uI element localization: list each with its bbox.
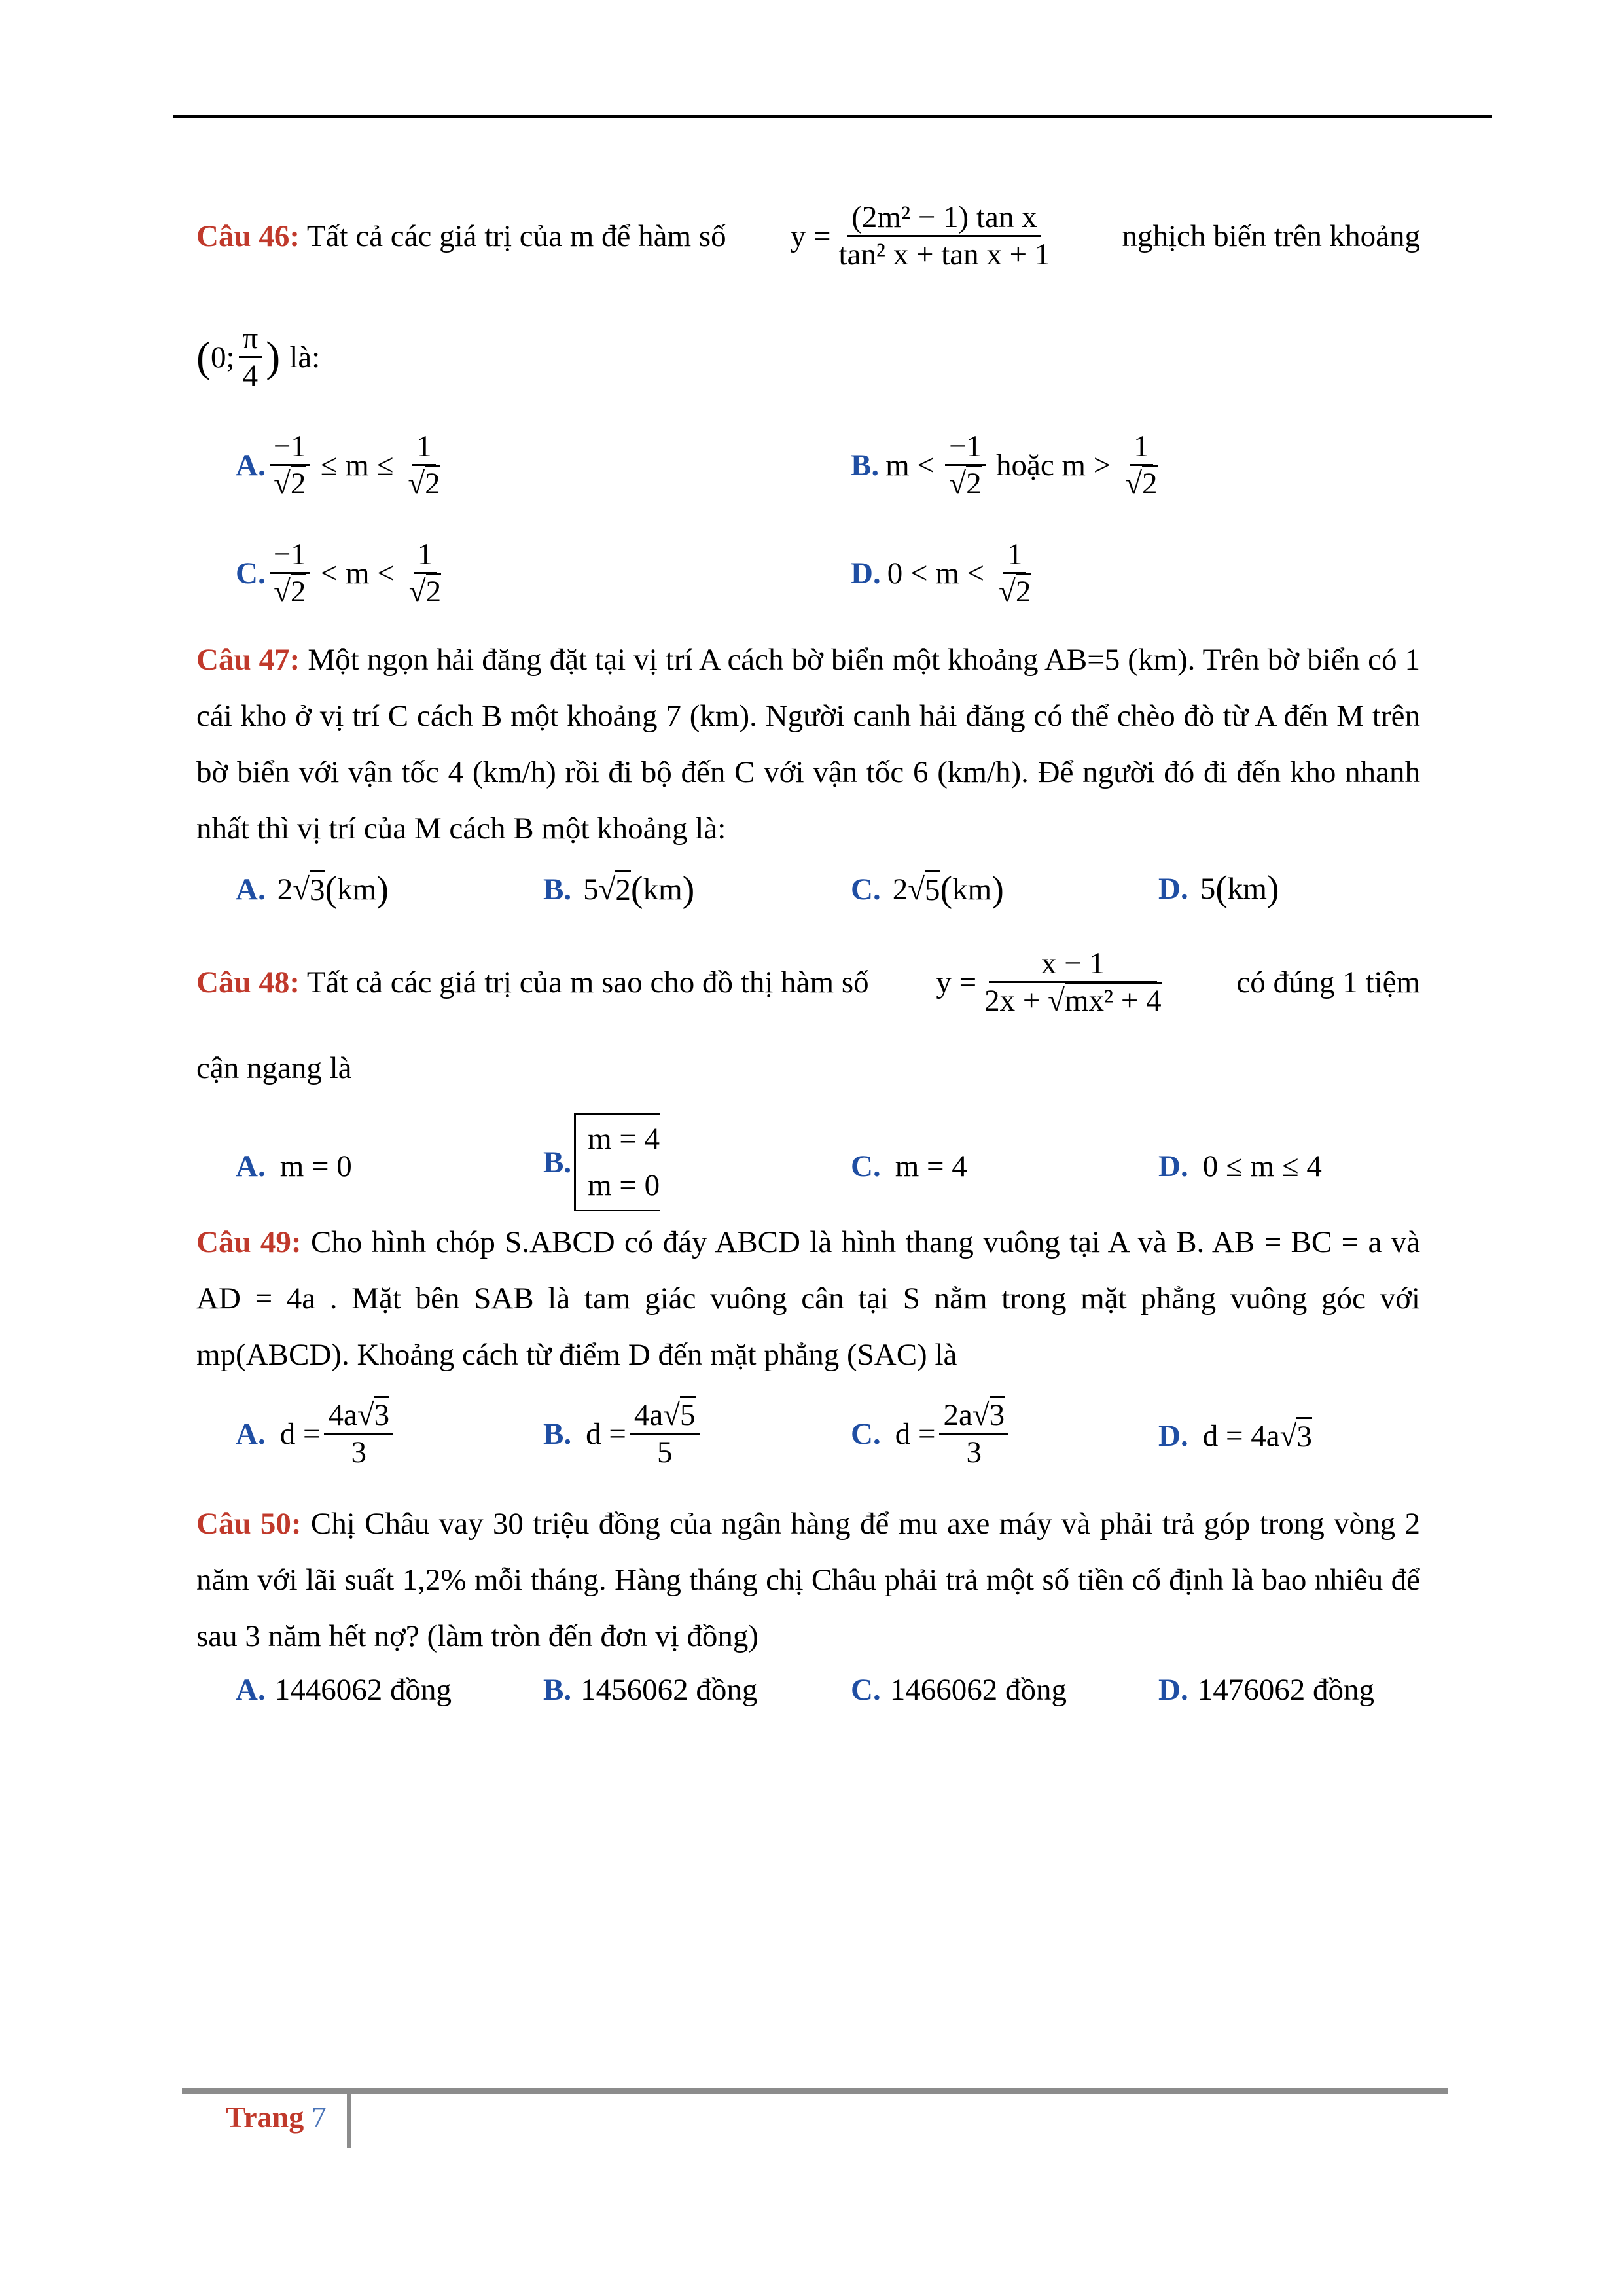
num-a: 4a [633,1398,664,1432]
fraction [270,429,310,501]
footer-rule [182,2088,1448,2094]
option-text: m = 4 [895,1149,967,1183]
four-denominator: 4 [242,359,259,393]
question-46-y: y = [790,219,831,253]
question-46-text: Tất cả các giá trị của m để hàm số [306,219,726,253]
option-label: D. [1158,1673,1188,1707]
option-label: D. [1158,1149,1188,1183]
coef: 5 [1200,872,1216,906]
option-50-c[interactable] [851,1672,1067,1708]
den: 3 [351,1435,367,1470]
question-46-numerator: (2m² − 1) tan x [847,200,1041,237]
header-rule [173,115,1492,118]
question-48-numerator: x − 1 [989,946,1157,983]
relation: < m < [320,556,395,590]
option-bracket [574,1113,660,1211]
rad: 2 [425,465,440,501]
option-47-c[interactable]: C. 2 √ 5 ( km ) [851,869,1004,910]
option-46-c[interactable] [236,537,449,609]
option-text: 1456062 đồng [580,1673,758,1707]
option-46-a[interactable] [236,429,448,501]
page-number [226,2100,327,2134]
option-47-a[interactable]: A. 2 √ 3 ( km ) [236,869,389,910]
pre: d = 4a [1202,1418,1280,1453]
num: 1 [412,429,436,466]
option-49-a[interactable] [236,1397,397,1470]
option-text: 1476062 đồng [1197,1673,1374,1707]
num-a: 2a [943,1398,972,1432]
option-label: C. [236,556,266,590]
sqrt-sign: √ [598,872,616,906]
question-49-label: Câu 49: [196,1225,302,1259]
option-46-b[interactable] [851,429,1166,501]
den: √2 [1121,466,1161,501]
option-label: C. [851,872,881,906]
question-50-label: Câu 50: [196,1507,302,1541]
option-49-d[interactable]: D. d = 4a √ 3 [1158,1417,1312,1454]
question-47 [196,632,1420,857]
unit: km [337,872,377,906]
option-text: m = 0 [279,1149,352,1183]
question-48-y: y = [936,965,977,999]
option-text: 1466062 đồng [889,1673,1067,1707]
pi-numerator: π [239,321,262,358]
option-label: C. [851,1673,881,1707]
option-49-b[interactable] [543,1397,704,1470]
pre: d = [279,1416,321,1451]
question-46-line2: ( 0; $\frac{\pi}{4}$ ) là: [196,321,321,393]
option-label: B. [543,872,572,906]
rad: 2 [1016,573,1031,609]
question-50-text: Chị Châu vay 30 triệu đồng của ngân hàng để mu axe máy và phải trả góp trong vòng 2 năm với lãi suất 1,2% mỗi tháng. Hàng tháng chị Châu phải trả một số tiền cố định là bao nhiêu để sau 3 năm hết nợ? (làm tròn đến đơn vị đồng) [196,1507,1421,1653]
option-label: A. [236,872,266,906]
pre: d = [895,1416,936,1451]
sqrt-sign: √ [293,872,310,906]
num: 4a√3 [324,1397,393,1435]
num-rad: 3 [374,1396,390,1432]
unit: km [1227,872,1267,906]
option-label: A. [236,1149,266,1183]
question-46-label: Câu 46: [196,219,300,253]
rad: 3 [1296,1417,1312,1454]
option-text: 1446062 đồng [274,1673,452,1707]
option-48-c[interactable] [851,1149,967,1184]
den: √2 [270,574,310,609]
num: 1 [1130,429,1153,466]
relation: hoặc m > [995,448,1111,482]
coef: 2 [277,872,293,906]
den: √2 [270,466,310,501]
interval-open: 0; [210,340,235,374]
den: √2 [404,466,444,501]
question-48-text: Tất cả các giá trị của m sao cho đồ thị hàm số [306,965,869,999]
coef: 2 [892,872,908,906]
question-48-denominator: 2x + √mx² + 4 [980,983,1165,1018]
question-46-denominator: tan² x + tan x + 1 [838,238,1050,272]
coef: 5 [583,872,599,906]
den: 5 [656,1435,673,1470]
question-46-tail: là: [289,340,321,374]
option-label: A. [236,1416,266,1451]
num-rad: 3 [990,1396,1005,1432]
unit: km [952,872,992,906]
page-value: 7 [311,2100,327,2134]
den: √2 [995,574,1035,609]
den: 3 [966,1435,982,1470]
question-47-text: Một ngọn hải đăng đặt tại vị trí A cách bờ biển một khoảng AB=5 (km). Trên bờ biển có 1 cái kho ở vị trí C cách B một khoảng 7 (km). Người canh hải đăng có thể chèo đò từ A đến M trên bờ biển với vận tốc 4 (km/h) rồi đi bộ đến C với vận tốc 6 (km/h). Để người đó đi đến kho nhanh nhất thì vị trí của M cách B một khoảng là: [196,643,1421,846]
fraction [939,1397,1008,1470]
num-rad: 5 [680,1396,696,1432]
question-48-fraction [980,946,1165,1018]
rad: 2 [291,465,306,501]
option-47-b[interactable]: B. 5 √ 2 ( km ) [543,869,695,910]
question-50 [196,1496,1420,1664]
num: 1 [1003,537,1027,574]
rad: 2 [426,573,442,609]
sqrt-sign: √ [908,872,925,906]
option-50-a[interactable] [236,1672,452,1708]
page-label: Trang [226,2100,304,2134]
interval-fraction [239,321,262,393]
rad: 2 [291,573,306,609]
num: −1 [270,429,310,466]
den-a: 2x + [984,984,1041,1018]
den: √2 [945,466,985,501]
bracket-line1: m = 4 [588,1122,660,1156]
option-label: B. [543,1416,572,1451]
option-50-b[interactable] [543,1672,757,1708]
fraction [1121,429,1161,501]
fraction [945,429,986,501]
pre: m < [885,448,935,482]
option-48-a[interactable] [236,1149,352,1184]
question-48-text-line2: cận ngang là [196,1051,352,1085]
option-label: C. [851,1416,881,1451]
fraction [270,537,310,609]
option-46-d[interactable] [851,537,1039,609]
question-46-fraction [834,200,1054,272]
option-47-d[interactable]: D. 5 ( km ) [1158,869,1279,909]
option-49-c[interactable] [851,1397,1012,1470]
question-48-label: Câu 48: [196,965,300,999]
question-46-line1 [196,200,1420,272]
question-47-label: Câu 47: [196,643,300,677]
option-50-d[interactable] [1158,1672,1374,1708]
question-48-line1 [196,946,1420,1018]
option-label: B. [543,1673,572,1707]
option-label: D. [1158,1418,1188,1453]
option-48-d[interactable] [1158,1149,1322,1184]
bracket-line2: m = 0 [588,1168,660,1202]
option-label: B. [543,1145,572,1179]
option-label: D. [851,556,881,590]
relation: ≤ m ≤ [320,448,394,482]
unit: km [643,872,683,906]
fraction [404,429,444,501]
num-a: 4a [328,1398,357,1432]
option-label: A. [236,1673,266,1707]
question-49 [196,1214,1420,1383]
fraction [995,537,1035,609]
num: −1 [945,429,986,466]
num: −1 [270,537,310,574]
rad: 2 [966,465,982,501]
option-label: D. [1158,872,1188,906]
den: √2 [405,574,445,609]
rad: 5 [925,870,940,908]
pre: 0 < m < [887,556,985,590]
question-49-text: Cho hình chóp S.ABCD có đáy ABCD là hình thang vuông tại A và B. AB = BC = a và AD = 4a . Mặt bên SAB là tam giác vuông cân tại S nằm trong mặt phẳng vuông góc với mp(ABCD). Khoảng cách từ điểm D đến mặt phẳng (SAC) là [196,1225,1421,1372]
option-label: C. [851,1149,881,1183]
footer-divider [347,2094,351,2148]
option-text: 0 ≤ m ≤ 4 [1202,1149,1322,1183]
option-label: B. [851,448,880,482]
num: 1 [414,537,437,574]
pre: d = [586,1416,626,1451]
fraction [630,1397,700,1470]
num: 2a√3 [939,1397,1008,1435]
question-46-text-after: nghịch biến trên khoảng [1122,219,1420,253]
option-48-b[interactable] [543,1113,660,1211]
option-label: A. [236,448,266,482]
question-48-line2 [196,1050,352,1086]
fraction [324,1397,393,1470]
question-48-text-after: có đúng 1 tiệm [1236,965,1420,999]
rad: 2 [615,870,631,908]
rad: 3 [310,870,325,908]
rad: 2 [1142,465,1158,501]
num: 4a√5 [630,1397,700,1435]
den-rad: mx² + 4 [1065,982,1162,1018]
fraction [405,537,445,609]
